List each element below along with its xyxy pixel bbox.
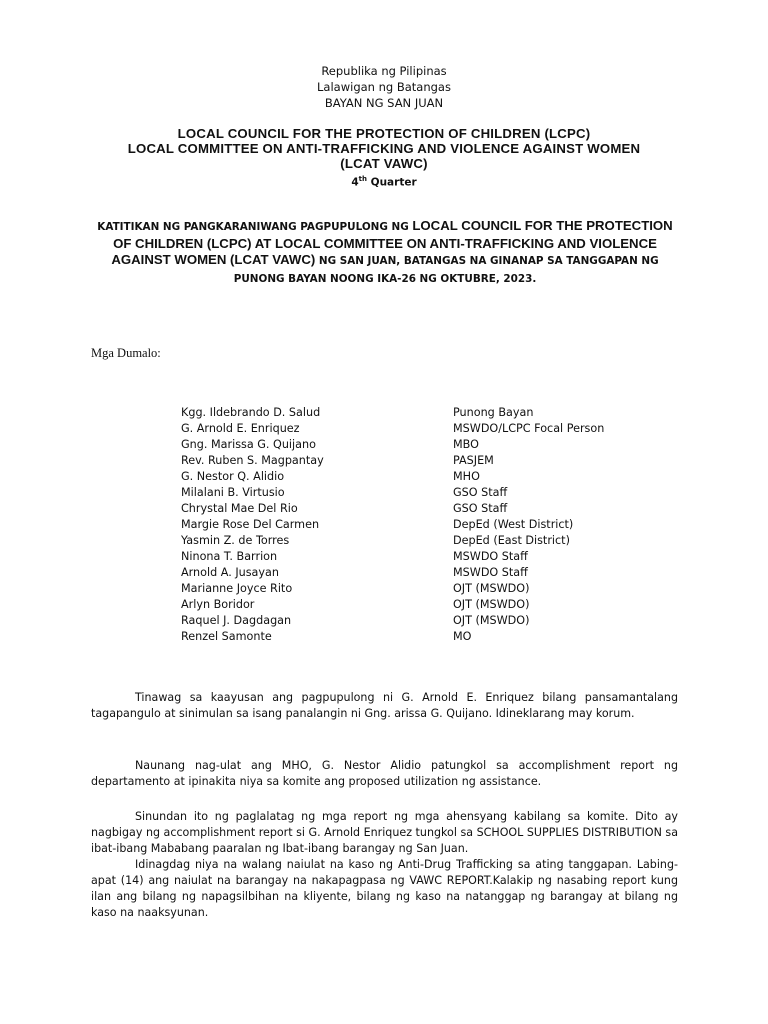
attendee-position: GSO Staff: [453, 486, 508, 499]
attendee-position: GSO Staff: [453, 502, 508, 515]
attendee-position: DepEd (West District): [453, 518, 574, 531]
attendee-name: Milalani B. Virtusio: [181, 486, 285, 499]
attendee-name: Gng. Marissa G. Quijano: [181, 438, 316, 451]
attendee-name: Marianne Joyce Rito: [181, 582, 293, 595]
attendee-name: G. Arnold E. Enriquez: [181, 422, 300, 435]
paragraph-text: Sinundan ito ng paglalatag ng mga report ng mga ahensyang kabilang sa komite. Dito ay nagbigay ng accomplishment report si G. Arnold Enriquez tungkol sa SCHOOL SUPPLIES DISTRIBUTION sa ibat-ibang Mababang paaralan ng Ibat-ibang barangay ng San Juan.: [91, 810, 678, 855]
minutes-heading-council: LOCAL COUNCIL FOR THE PROTECTION OF CHILDREN (LCPC) AT LOCAL COMMITTEE ON ANTI-TRAFFICKING AND VIOLENCE AGAINST WOMEN (LCAT VAWC): [111, 218, 673, 267]
attendees-label: Mga Dumalo:: [91, 346, 161, 360]
quarter-label: [0, 172, 768, 191]
minutes-heading-intro: KATITIKAN NG PANGKARANIWANG PAGPUPULONG NG: [97, 221, 413, 233]
quarter-number: 4: [351, 176, 359, 189]
attendee-name: Rev. Ruben S. Magpantay: [181, 454, 324, 467]
attendee-name: G. Nestor Q. Alidio: [181, 470, 285, 483]
attendee-name: Arlyn Boridor: [181, 598, 255, 611]
title-lcpc: LOCAL COUNCIL FOR THE PROTECTION OF CHILDREN (LCPC): [177, 126, 591, 141]
attendee-position: Punong Bayan: [453, 406, 534, 419]
attendee-name: Renzel Samonte: [181, 630, 272, 643]
attendee-row: [181, 565, 701, 581]
paragraph-text: Idinagdag niya na walang naiulat na kaso ng Anti-Drug Trafficking sa ating tanggapan. Labing-apat (14) ang naiulat na barangay na nakapagpasa ng VAWC REPORT.Kalakip ng nasabing report kung ilan ang bilang ng napagsilbihan na kliyente, bilang ng kaso na natanggap ng barangay at bilang ng kaso na naaksyunan.: [91, 858, 678, 919]
attendee-name: Raquel J. Dagdagan: [181, 614, 292, 627]
attendee-row: [181, 469, 701, 485]
header-municipality: BAYAN NG SAN JUAN: [324, 96, 444, 110]
attendee-position: OJT (MSWDO): [453, 598, 530, 611]
title-lcat-abbr: (LCAT VAWC): [340, 156, 428, 171]
attendee-position: MO: [453, 630, 472, 643]
attendee-row: [181, 437, 701, 453]
attendee-position: MHO: [453, 470, 480, 483]
attendee-row: [181, 533, 701, 549]
quarter-word: Quarter: [367, 176, 417, 189]
attendee-row: [181, 405, 701, 421]
attendee-name: Margie Rose Del Carmen: [181, 518, 320, 531]
attendee-row: [181, 629, 701, 645]
attendee-row: [181, 517, 701, 533]
attendee-row: [181, 597, 701, 613]
attendee-position: OJT (MSWDO): [453, 614, 530, 627]
attendee-name: Chrystal Mae Del Rio: [181, 502, 298, 515]
minutes-heading: [90, 218, 680, 287]
quarter-suffix: th: [358, 175, 367, 183]
header-province: Lalawigan ng Batangas: [317, 80, 451, 94]
minutes-heading-venue-date: NG SAN JUAN, BATANGAS NA GINANAP SA TANGGAPAN NG PUNONG BAYAN NOONG IKA-26 NG OKTUBRE, 2023.: [233, 255, 659, 285]
attendee-row: [181, 501, 701, 517]
attendee-row: [181, 549, 701, 565]
attendee-row: [181, 421, 701, 437]
attendee-position: PASJEM: [453, 454, 494, 467]
attendee-position: MSWDO Staff: [453, 566, 528, 579]
attendee-row: [181, 613, 701, 629]
attendee-name: Ninona T. Barrion: [181, 550, 278, 563]
title-lcat: LOCAL COMMITTEE ON ANTI-TRAFFICKING AND VIOLENCE AGAINST WOMEN: [127, 141, 641, 156]
header-republic: Republika ng Pilipinas: [321, 64, 447, 78]
attendee-position: MSWDO/LCPC Focal Person: [453, 422, 605, 435]
attendees-list: [181, 405, 701, 645]
paragraph-agency-reports: [91, 809, 678, 921]
attendee-position: MSWDO Staff: [453, 550, 528, 563]
document-header: [0, 63, 768, 111]
attendee-name: Kgg. Ildebrando D. Salud: [181, 406, 321, 419]
paragraph-text: Naunang nag-ulat ang MHO, G. Nestor Alidio patungkol sa accomplishment report ng departamento at ipinakita niya sa komite ang proposed utilization ng assistance.: [91, 759, 678, 788]
attendee-row: [181, 485, 701, 501]
document-titles: [0, 126, 768, 191]
attendee-row: [181, 581, 701, 597]
paragraph-mho-report: [91, 758, 678, 790]
attendee-position: OJT (MSWDO): [453, 582, 530, 595]
attendee-row: [181, 453, 701, 469]
attendee-name: Yasmin Z. de Torres: [181, 534, 290, 547]
paragraph-call-to-order: [91, 690, 678, 722]
attendee-position: MBO: [453, 438, 479, 451]
paragraph-text: Tinawag sa kaayusan ang pagpupulong ni G. Arnold E. Enriquez bilang pansamantalang tagapangulo at sinimulan sa isang panalangin ni Gng. arissa G. Quijano. Idineklarang may korum.: [91, 691, 678, 720]
attendee-name: Arnold A. Jusayan: [181, 566, 279, 579]
attendee-position: DepEd (East District): [453, 534, 570, 547]
